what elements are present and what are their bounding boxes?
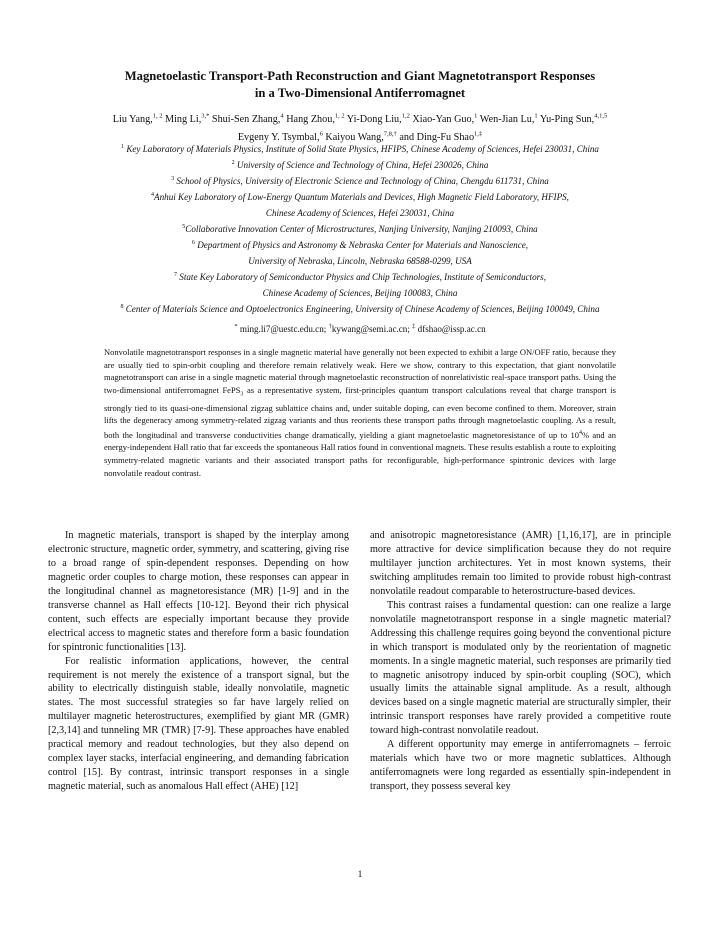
affiliation: $^1$ Key Laboratory of Materials Physics, Institute of Solid State Physics, HFIPS, Chinese Academy of Sciences, Hefei 230031, China <box>121 144 599 155</box>
author: Shui-Sen Zhang,$^4$ <box>209 113 284 126</box>
author: Wen-Jian Lu,$^1$ <box>477 113 538 126</box>
affiliation: $^2$ University of Science and Technology of China, Hefei 230026, China <box>231 160 489 171</box>
corresponding-emails: * ming.li7@uestc.edu.cn; †kywang@semi.ac.cn; ‡ dfshao@issp.ac.cn <box>234 323 486 335</box>
author: Yi-Dong Liu,$^{1,2}$ <box>344 113 410 126</box>
author-line-1 <box>40 110 680 127</box>
affiliation: $^7$ State Key Laboratory of Semiconductor Physics and Chip Technologies, Institute of Semiconductors, <box>174 272 546 283</box>
affiliation: Chinese Academy of Sciences, Beijing 100083, China <box>262 288 458 299</box>
paper-title <box>60 68 660 102</box>
author: Evgeny Y. Tsymbal,$^6$ <box>237 130 323 143</box>
paragraph: In magnetic materials, transport is shaped by the interplay among electronic structure, magnetic order, symmetry, and scattering, giving rise to a broad range of spin-dependent responses. Depending on how magnetic order couples to charge motion, these responses can appear in the longitudinal channel as magnetoresistance (MR) [1-9] and in the transverse channel as Hall effects [10-12]. Beyond their rich physical content, such effects are especially important because they provide electrical access to magnetic states and therefore form a basic foundation for spintronic functionalities [13]. <box>48 530 349 653</box>
email-link[interactable]: dfshao@issp.ac.cn <box>415 324 486 335</box>
affiliation: University of Nebraska, Lincoln, Nebraska 68588-0299, USA <box>248 256 472 267</box>
author: Xiao-Yan Guo,$^1$ <box>409 113 478 126</box>
email-link[interactable]: kywang@semi.ac.cn; <box>331 324 413 335</box>
affiliation: $^3$ School of Physics, University of Electronic Science and Technology of China, Chengdu 611731, China <box>171 176 549 187</box>
paragraph: and anisotropic magnetoresistance (AMR) [1,16,17], are in principle more attractive for device simplification because they do not require multilayer junction architectures. Yet in most known systems, their switching amplitudes remain too limited to provide robust high-contrast nonvolatile readout comparable to heterostructure-based devices. <box>370 530 671 597</box>
page-number: 1 <box>357 870 363 880</box>
author: Liu Yang,$^{1, 2}$ <box>112 113 163 126</box>
title-line-2: in a Two-Dimensional Antiferromagnet <box>254 86 466 100</box>
affiliation-list <box>40 140 680 316</box>
email-link[interactable]: ming.li7@uestc.edu.cn; <box>237 324 329 335</box>
affiliation: $^4$Anhui Key Laboratory of Low-Energy Quantum Materials and Devices, High Magnetic Field Laboratory, HFIPS, <box>151 192 569 203</box>
author: Ming Li,$^{3,*}$ <box>162 113 210 126</box>
affiliation: Chinese Academy of Sciences, Hefei 230031, China <box>265 208 455 219</box>
affiliation: $^5$Collaborative Innovation Center of Microstructures, Nanjing University, Nanjing 210093, China <box>182 224 538 235</box>
affiliation: $^6$ Department of Physics and Astronomy & Nebraska Center for Materials and Nanoscience, <box>191 240 529 251</box>
abstract: Nonvolatile magnetotransport responses in a single magnetic material have generally not been expected to exhibit a large ON/OFF ratio, because they are usually tied to spin-orbit coupling and therefore remain relatively weak. Here we show, contrary to this expectation, that giant nonvolatile magnetotransport can arise in a single magnetic material through magnetoelastic reconstruction of nonrelativistic real-space transport paths. Using the two-dimensional antiferromagnet FePS$_3$ as a representative system, first-principles quantum transport calculations reveal that charge transport is strongly tied to its quasi-one-dimensional zigzag sublattice chains and, under suitable doping, can even become confined to them. Moreover, strain lifts the degeneracy among symmetry-related zigzag variants and thus reorients these transport paths through magnetoelastic coupling. As a result, both the longitudinal and transverse conductivities change dramatically, yielding a giant magnetoelastic magnetoresistance of up to $10^4\%$ and an energy-independent Hall ratio that far exceeds the spontaneous Hall ratios found in conventional magnets. These results establish a route to exploiting symmetry-related magnetic variants and their associated transport paths for reconfigurable, high-performance spintronic devices with large nonvolatile readout contrast. <box>104 347 616 478</box>
author: and Ding-Fu Shao$^{1,\ddagger}$ <box>396 130 483 143</box>
body-column-left <box>48 529 349 794</box>
affiliation: $^8$ Center of Materials Science and Optoelectronics Engineering, University of Chinese Academy of Sciences, Beijing 100049, China <box>120 304 600 315</box>
author: Yu-Ping Sun,$^{4,1,5}$ <box>537 113 608 126</box>
title-line-1: Magnetoelastic Transport-Path Reconstruction and Giant Magnetotransport Responses <box>124 69 596 83</box>
paragraph: A different opportunity may emerge in antiferromagnets – ferroic materials which have two or more magnetic sublattices. Although antiferromagnets were long regarded as essentially spin-independent in transport, they possess several key <box>370 739 671 793</box>
author: Hang Zhou,$^{1, 2}$ <box>283 113 345 126</box>
author: Kaiyou Wang,$^{7,8,\dagger}$ <box>322 130 397 143</box>
paragraph: For realistic information applications, however, the central requirement is not merely the existence of a transport signal, but the ability to electrically distinguish stable, ideally nonvolatile, magnetic states. The most successful strategies so far have largely relied on multilayer magnetic heterostructures, exemplified by giant MR (GMR) [2,3,14] and tunneling MR (TMR) [7-9]. These approaches have enabled practical memory and readout technologies, but they also depend on complex layer stacks, interfacial engineering, and demanding fabrication control [15]. By contrast, intrinsic transport responses in a single magnetic material, such as anomalous Hall effect (AHE) [12] <box>48 655 349 793</box>
paragraph: This contrast raises a fundamental question: can one realize a large nonvolatile magnetotransport response in a single magnetic material? Addressing this challenge requires going beyond the conventional picture in which transport is modulated only by the reorientation of magnetic moments. In a single magnetic material, such responses are primarily tied to magnetic anisotropy induced by spin-orbit coupling (SOC), which usually limits the attainable signal amplitude. As a result, although devices based on a single magnetic material are structurally simpler, their intrinsic transport responses have rarely provided a competitive route toward high-contrast nonvolatile readout. <box>370 599 671 737</box>
body-column-right <box>370 529 671 794</box>
